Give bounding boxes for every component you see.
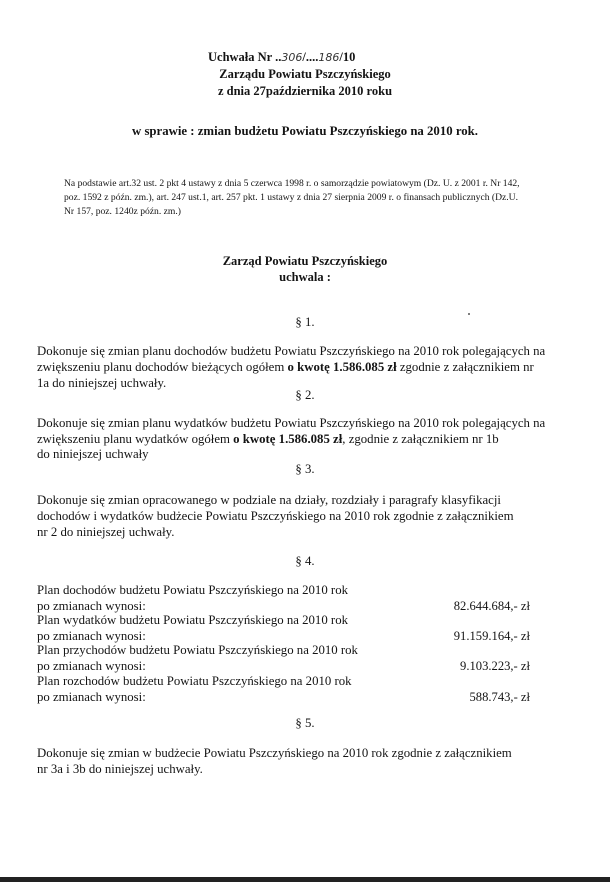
plan-row-label: po zmianach wynosi: bbox=[37, 659, 146, 673]
plan-row-label: po zmianach wynosi: bbox=[37, 690, 146, 704]
section-3-line: nr 2 do niniejszej uchwały. bbox=[37, 525, 175, 539]
section-1-text: zwiększeniu planu dochodów bieżących ogółem bbox=[37, 360, 288, 374]
resolution-number-prefix: Uchwała Nr .. bbox=[208, 50, 282, 64]
section-1-heading: § 1. bbox=[295, 315, 315, 329]
section-5-line: Dokonuje się zmian w budżecie Powiatu Pszczyńskiego na 2010 rok zgodnie z załącznikiem bbox=[37, 746, 512, 760]
section-1-line bbox=[37, 360, 534, 375]
section-2-text: , zgodnie z załącznikiem nr 1b bbox=[342, 432, 499, 446]
section-2-line: Dokonuje się zmian planu wydatków budżetu Powiatu Pszczyńskiego na 2010 rok polegających na bbox=[37, 416, 546, 430]
section-2-line: do niniejszej uchwały bbox=[37, 447, 149, 461]
scan-edge-shadow bbox=[0, 877, 610, 882]
resolves-verb: uchwala : bbox=[279, 270, 331, 284]
section-3-heading: § 3. bbox=[295, 462, 315, 476]
section-3-line: Dokonuje się zmian opracowanego w podziale na działy, rozdziały i paragrafy klasyfikacji bbox=[37, 493, 501, 507]
section-5-line: nr 3a i 3b do niniejszej uchwały. bbox=[37, 762, 203, 776]
legal-basis-line: Na podstawie art.32 ust. 2 pkt 4 ustawy z dnia 5 czerwca 1998 r. o samorządzie powiatowym (Dz. U. z 2001 r. Nr 142, bbox=[64, 178, 520, 189]
plan-row-label: Plan rozchodów budżetu Powiatu Pszczyńskiego na 2010 rok bbox=[37, 674, 352, 688]
handwritten-number-2: 186 bbox=[318, 51, 340, 64]
resolution-number-separator: /.... bbox=[302, 50, 319, 64]
section-1-line: Dokonuje się zmian planu dochodów budżetu Powiatu Pszczyńskiego na 2010 rok polegających na bbox=[37, 344, 546, 358]
plan-row-amount: 9.103.223,- zł bbox=[460, 659, 530, 673]
resolution-subject: w sprawie : zmian budżetu Powiatu Pszczyńskiego na 2010 rok. bbox=[132, 124, 478, 138]
section-1-amount: o kwotę 1.586.085 zł bbox=[287, 360, 397, 374]
plan-row-label: po zmianach wynosi: bbox=[37, 629, 146, 643]
resolving-body: Zarząd Powiatu Pszczyńskiego bbox=[222, 254, 388, 268]
section-4-heading: § 4. bbox=[295, 554, 315, 568]
issuing-body: Zarządu Powiatu Pszczyńskiego bbox=[219, 67, 391, 81]
section-1-text: zgodnie z załącznikiem nr bbox=[396, 360, 534, 374]
section-3-line: dochodów i wydatków budżecie Powiatu Pszczyńskiego na 2010 rok zgodnie z załącznikiem bbox=[37, 509, 514, 523]
plan-row-amount: 588.743,- zł bbox=[469, 690, 530, 704]
section-2-text: zwiększeniu planu wydatków ogółem bbox=[37, 432, 234, 446]
resolution-date: z dnia 27października 2010 roku bbox=[217, 84, 393, 98]
plan-row-label: po zmianach wynosi: bbox=[37, 599, 146, 613]
plan-row-label: Plan dochodów budżetu Powiatu Pszczyńskiego na 2010 rok bbox=[37, 583, 348, 597]
resolution-number-suffix: /10 bbox=[339, 50, 356, 64]
plan-row-amount: 91.159.164,- zł bbox=[453, 629, 530, 643]
legal-basis bbox=[64, 177, 520, 219]
section-5-heading: § 5. bbox=[295, 716, 315, 730]
handwritten-number-1: 306 bbox=[281, 51, 303, 64]
resolution-number bbox=[208, 50, 355, 65]
section-1-line: 1a do niniejszej uchwały. bbox=[37, 376, 167, 390]
legal-basis-line: Nr 157, poz. 1240z późn. zm.) bbox=[64, 206, 181, 217]
section-2-line bbox=[37, 432, 499, 447]
section-2-amount: o kwotę 1.586.085 zł bbox=[233, 432, 343, 446]
plan-row-amount: 82.644.684,- zł bbox=[453, 599, 530, 613]
scan-speck bbox=[468, 313, 470, 315]
section-2-heading: § 2. bbox=[295, 388, 315, 402]
legal-basis-line: poz. 1592 z późn. zm.), art. 247 ust.1, art. 257 pkt. 1 ustawy z dnia 27 sierpnia 2009 r. o finansach publicznych (Dz.U. bbox=[64, 192, 518, 203]
plan-row-label: Plan wydatków budżetu Powiatu Pszczyńskiego na 2010 rok bbox=[37, 613, 348, 627]
plan-row-label: Plan przychodów budżetu Powiatu Pszczyńskiego na 2010 rok bbox=[37, 643, 358, 657]
